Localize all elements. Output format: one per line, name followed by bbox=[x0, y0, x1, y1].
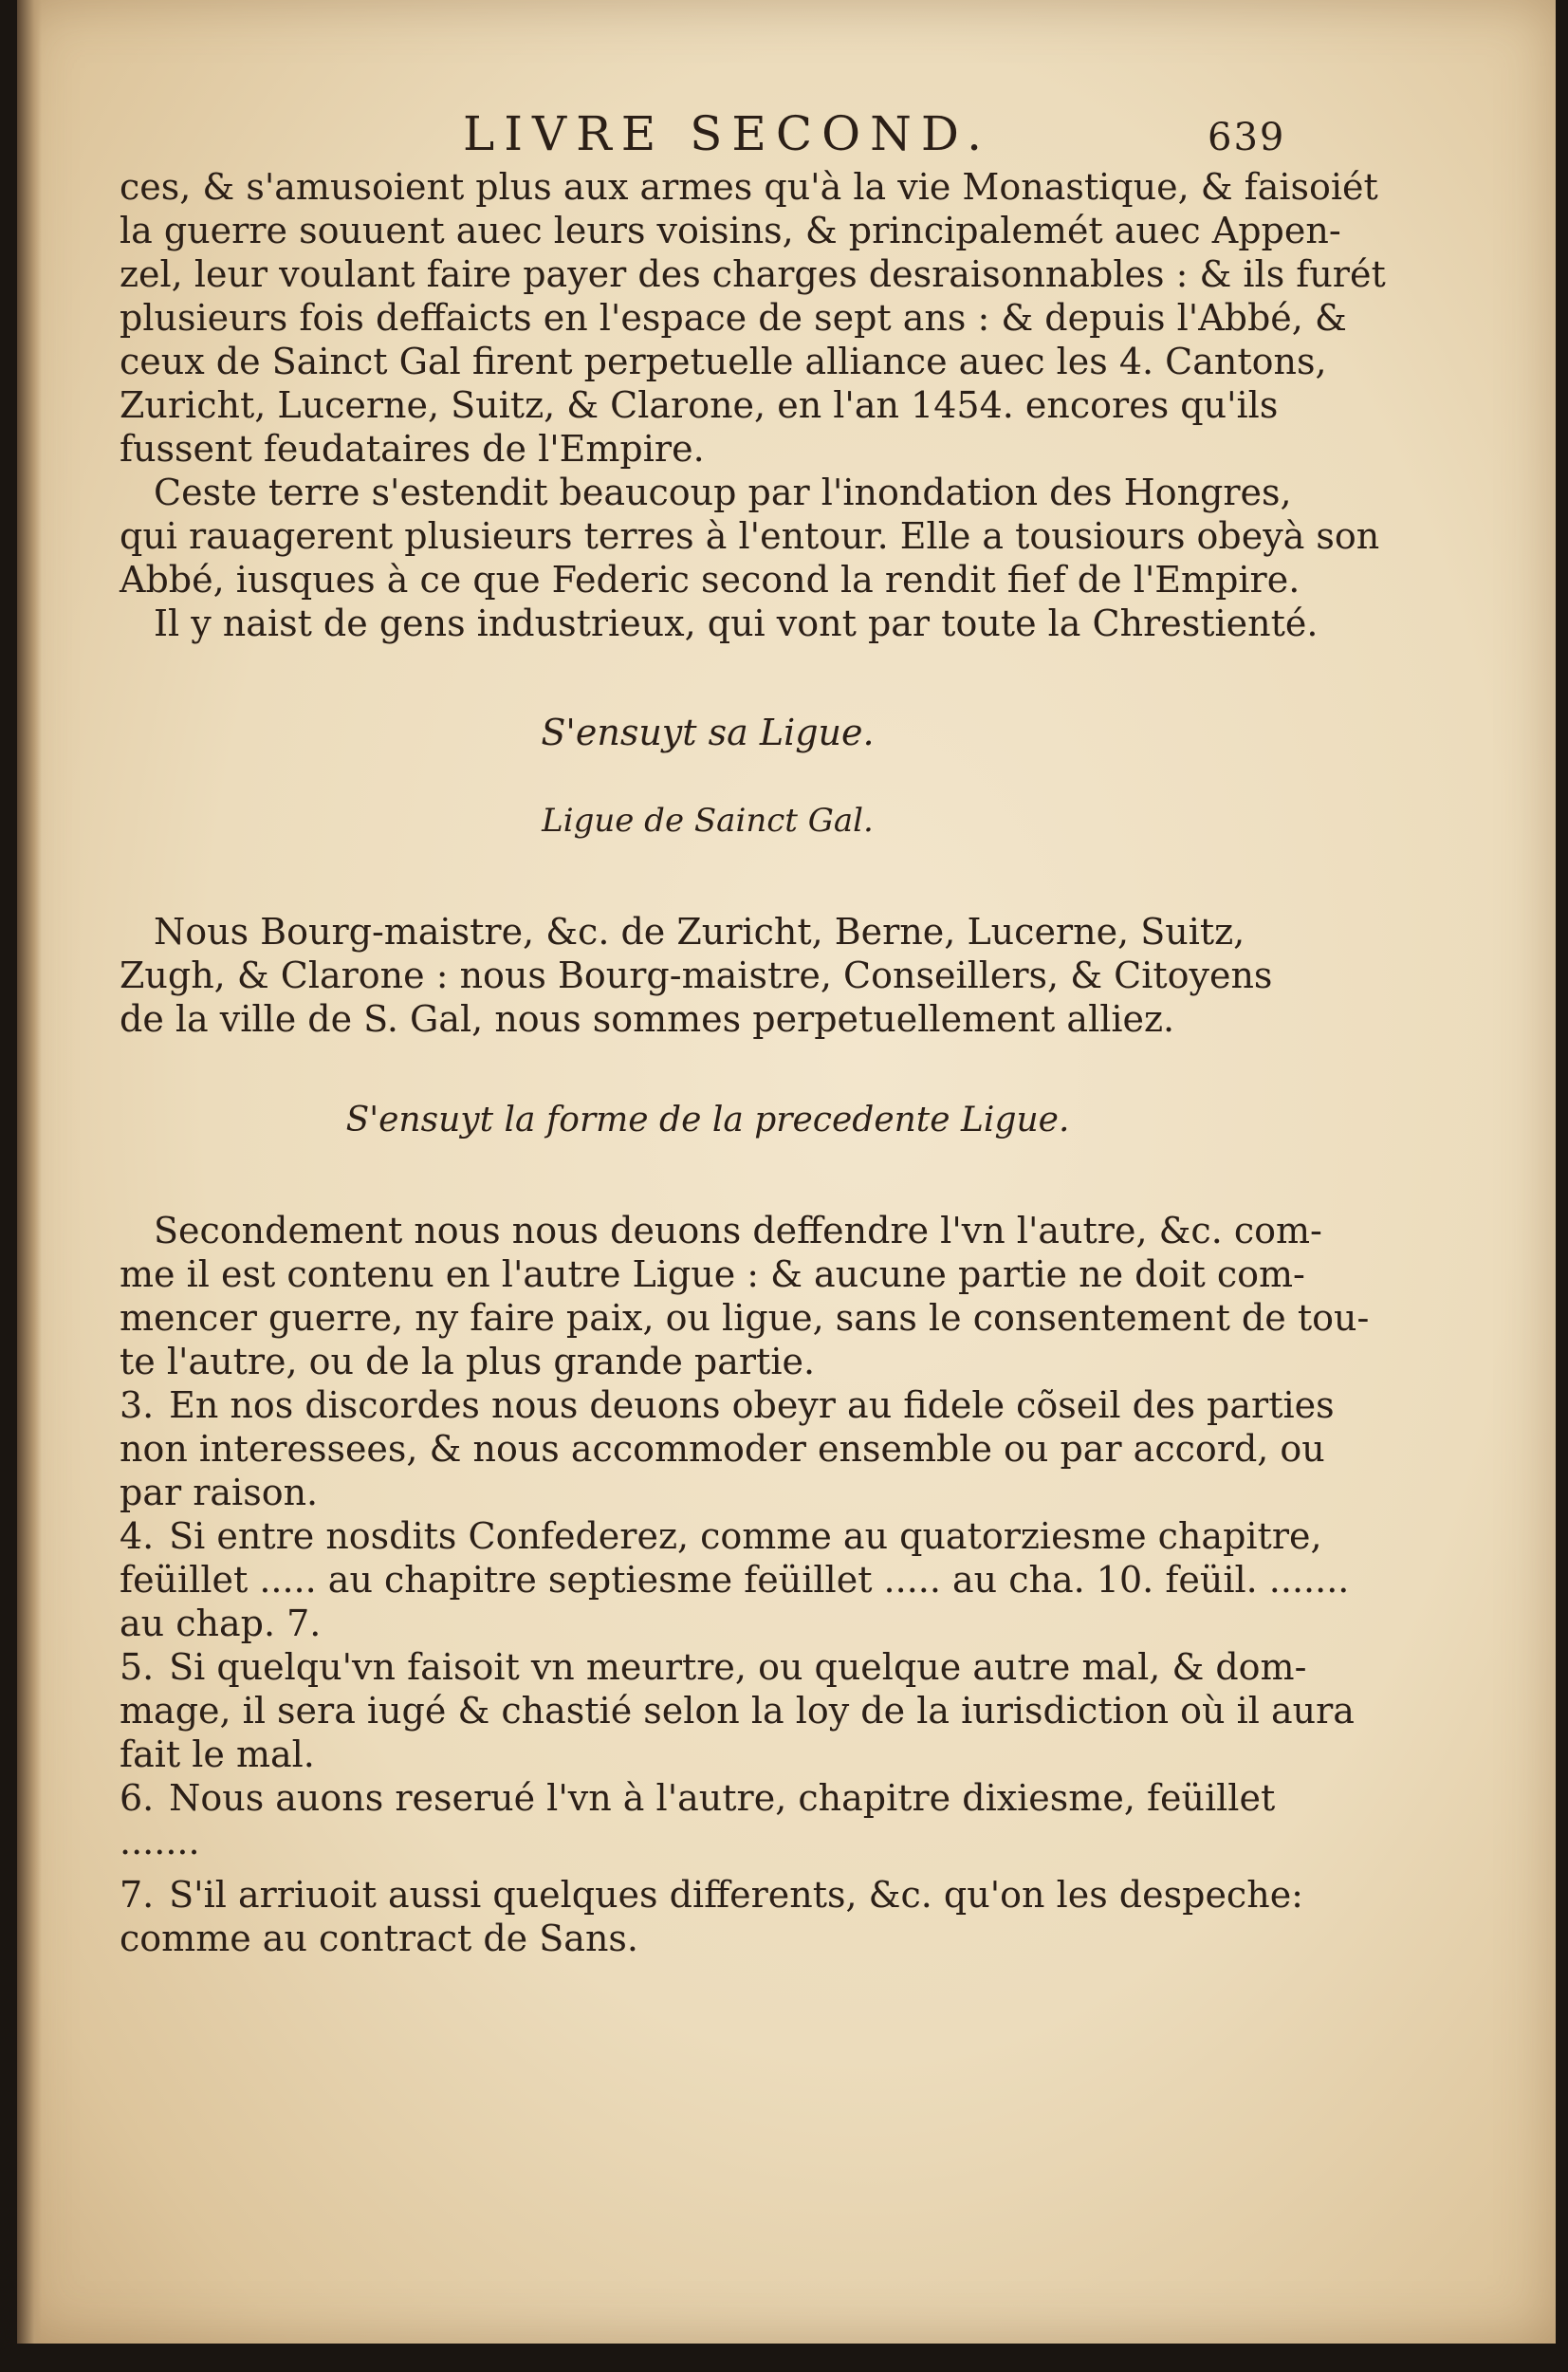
text-line: ceux de Sainct Gal firent perpetuelle alliance auec les 4. Cantons, bbox=[120, 341, 1327, 382]
text-line: ....... bbox=[120, 1821, 200, 1862]
article-line bbox=[120, 1646, 1306, 1688]
text-line: qui rauagerent plusieurs terres à l'entour. Elle a tousiours obeyà son bbox=[120, 515, 1380, 557]
text-line: zel, leur voulant faire payer des charges desraisonnables : & ils furét bbox=[120, 253, 1386, 295]
text-line: Si entre nosdits Confederez, comme au quatorziesme chapitre, bbox=[169, 1515, 1322, 1557]
text-line: Secondement nous nous deuons deffendre l'vn l'autre, &c. com- bbox=[154, 1210, 1322, 1251]
text-line: S'il arriuoit aussi quelques differents, &c. qu'on les despeche: bbox=[169, 1874, 1303, 1916]
text-line: Si quelqu'vn faisoit vn meurtre, ou quelque autre mal, & dom- bbox=[169, 1646, 1307, 1688]
text-line: Il y naist de gens industrieux, qui vont par toute la Chrestienté. bbox=[154, 602, 1319, 644]
text-line: Zugh, & Clarone : nous Bourg-maistre, Conseillers, & Citoyens bbox=[120, 954, 1273, 996]
section-heading: S'ensuyt sa Ligue. bbox=[541, 712, 875, 753]
article-number: 7. bbox=[120, 1874, 155, 1916]
text-line: non interessees, & nous accommoder ensemble ou par accord, ou bbox=[120, 1428, 1325, 1470]
section-heading: Ligue de Sainct Gal. bbox=[542, 802, 874, 840]
article-line bbox=[120, 1515, 1322, 1557]
page-number: 639 bbox=[1208, 116, 1286, 159]
book-page bbox=[17, 0, 1556, 2344]
text-line: Zuricht, Lucerne, Suitz, & Clarone, en l'an 1454. encores qu'ils bbox=[120, 384, 1279, 426]
text-line: Ceste terre s'estendit beaucoup par l'inondation des Hongres, bbox=[154, 472, 1292, 513]
running-header bbox=[463, 106, 1317, 163]
article-number: 4. bbox=[120, 1515, 155, 1557]
text-line: au chap. 7. bbox=[120, 1603, 322, 1644]
article-line bbox=[120, 1384, 1335, 1426]
text-line: Nous auons reserué l'vn à l'autre, chapitre dixiesme, feüillet bbox=[169, 1777, 1276, 1819]
section-heading: S'ensuyt la forme de la precedente Ligue. bbox=[345, 1101, 1070, 1140]
text-line: feüillet ..... au chapitre septiesme feüillet ..... au cha. 10. feüil. ....... bbox=[120, 1559, 1350, 1601]
text-line: Nous Bourg-maistre, &c. de Zuricht, Berne, Lucerne, Suitz, bbox=[154, 911, 1245, 953]
text-line: Abbé, iusques à ce que Federic second la rendit fief de l'Empire. bbox=[120, 559, 1301, 601]
article-number: 6. bbox=[120, 1777, 155, 1819]
text-line: En nos discordes nous deuons obeyr au fidele cõseil des parties bbox=[169, 1384, 1335, 1426]
article-number: 5. bbox=[120, 1646, 155, 1688]
text-line: comme au contract de Sans. bbox=[120, 1918, 638, 1959]
article-line bbox=[120, 1874, 1303, 1916]
article-number: 3. bbox=[120, 1384, 155, 1426]
text-line: ces, & s'amusoient plus aux armes qu'à la vie Monastique, & faisoiét bbox=[120, 166, 1378, 208]
page-binding-shadow bbox=[17, 0, 42, 2344]
text-line: par raison. bbox=[120, 1472, 319, 1513]
text-line: te l'autre, ou de la plus grande partie. bbox=[120, 1341, 816, 1382]
text-line: mage, il sera iugé & chastié selon la loy de la iurisdiction où il aura bbox=[120, 1690, 1355, 1732]
text-line: mencer guerre, ny faire paix, ou ligue, sans le consentement de tou- bbox=[120, 1297, 1370, 1339]
article-line bbox=[120, 1777, 1275, 1819]
text-line: fussent feudataires de l'Empire. bbox=[120, 428, 705, 470]
running-title: LIVRE SECOND. bbox=[463, 106, 992, 161]
text-line: me il est contenu en l'autre Ligue : & aucune partie ne doit com- bbox=[120, 1253, 1305, 1295]
text-line: de la ville de S. Gal, nous sommes perpetuellement alliez. bbox=[120, 998, 1175, 1040]
text-line: plusieurs fois deffaicts en l'espace de sept ans : & depuis l'Abbé, & bbox=[120, 297, 1347, 339]
text-line: la guerre souuent auec leurs voisins, & principalemét auec Appen- bbox=[120, 210, 1341, 251]
text-line: fait le mal. bbox=[120, 1733, 315, 1775]
